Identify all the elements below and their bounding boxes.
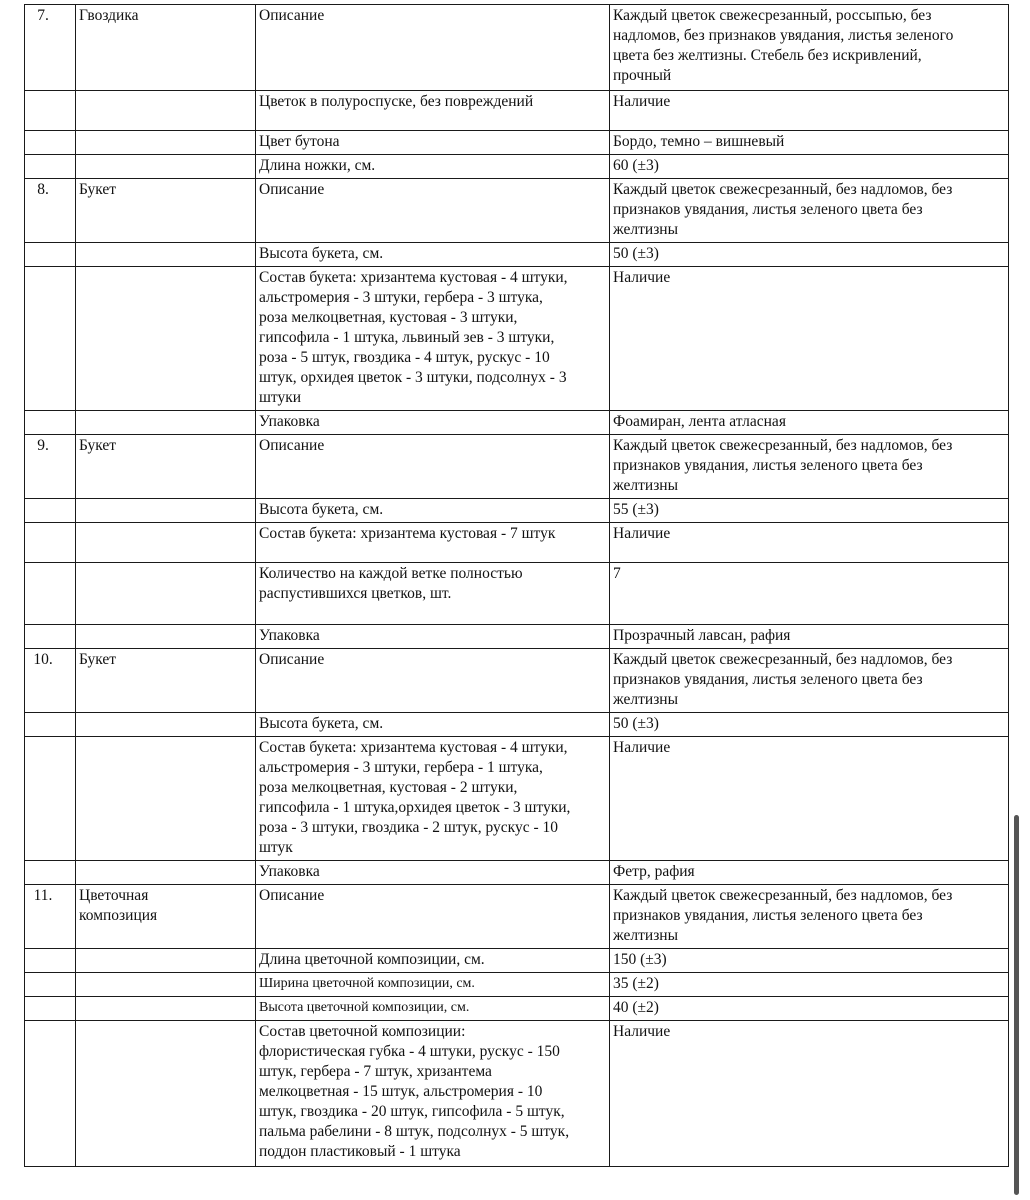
value-cell: Каждый цветок свежесрезанный, россыпью, без надломов, без признаков увядания, листья зеленого цвета без желтизны. Стебель без искривлений, прочный	[610, 5, 1009, 91]
empty-cell	[76, 713, 256, 737]
value-cell: 50 (±3)	[610, 243, 1009, 267]
empty-cell	[25, 997, 76, 1021]
empty-cell	[25, 243, 76, 267]
param-cell: Упаковка	[256, 625, 610, 649]
value-cell: Каждый цветок свежесрезанный, без надломов, без признаков увядания, листья зеленого цвета без желтизны	[610, 179, 1009, 243]
empty-cell	[25, 861, 76, 885]
param-cell: Цветок в полуроспуске, без повреждений	[256, 91, 610, 131]
empty-cell	[76, 411, 256, 435]
value-cell: 35 (±2)	[610, 973, 1009, 997]
item-number: 9.	[25, 435, 76, 499]
empty-cell	[25, 1021, 76, 1167]
value-cell: 7	[610, 563, 1009, 625]
table-row	[25, 885, 1009, 949]
table-row	[25, 131, 1009, 155]
empty-cell	[25, 155, 76, 179]
item-name: Букет	[76, 435, 256, 499]
value-cell: Бордо, темно – вишневый	[610, 131, 1009, 155]
param-cell: Описание	[256, 5, 610, 91]
value-cell: Прозрачный лавсан, рафия	[610, 625, 1009, 649]
table-row	[25, 411, 1009, 435]
table-row	[25, 713, 1009, 737]
param-cell: Упаковка	[256, 411, 610, 435]
value-cell: Каждый цветок свежесрезанный, без надломов, без признаков увядания, листья зеленого цвета без желтизны	[610, 885, 1009, 949]
empty-cell	[76, 523, 256, 563]
param-cell: Высота букета, см.	[256, 713, 610, 737]
empty-cell	[76, 973, 256, 997]
empty-cell	[76, 155, 256, 179]
table-row	[25, 563, 1009, 625]
param-cell: Количество на каждой ветке полностью распустившихся цветков, шт.	[256, 563, 610, 625]
value-cell: Наличие	[610, 267, 1009, 411]
value-cell: 40 (±2)	[610, 997, 1009, 1021]
table-row	[25, 243, 1009, 267]
param-cell: Упаковка	[256, 861, 610, 885]
specification-table	[24, 4, 1009, 1167]
item-number: 10.	[25, 649, 76, 713]
empty-cell	[76, 563, 256, 625]
item-name: Букет	[76, 649, 256, 713]
param-cell: Описание	[256, 435, 610, 499]
empty-cell	[76, 737, 256, 861]
empty-cell	[25, 499, 76, 523]
table-row	[25, 179, 1009, 243]
value-cell: Фоамиран, лента атласная	[610, 411, 1009, 435]
table-row	[25, 737, 1009, 861]
item-name: Букет	[76, 179, 256, 243]
value-cell: Наличие	[610, 91, 1009, 131]
value-cell: 60 (±3)	[610, 155, 1009, 179]
value-cell: Каждый цветок свежесрезанный, без надломов, без признаков увядания, листья зеленого цвета без желтизны	[610, 435, 1009, 499]
empty-cell	[25, 737, 76, 861]
param-cell: Длина цветочной композиции, см.	[256, 949, 610, 973]
item-name: Гвоздика	[76, 5, 256, 91]
empty-cell	[25, 267, 76, 411]
param-cell: Состав букета: хризантема кустовая - 4 штуки, альстромерия - 3 штуки, гербера - 3 штука, роза мелкоцветная, кустовая - 3 штуки, гипсофила - 1 штука, львиный зев - 3 штуки, роза - 5 штук, гвоздика - 4 штук, рускус - 10 штук, орхидея цветок - 3 штуки, подсолнух - 3 штуки	[256, 267, 610, 411]
empty-cell	[25, 563, 76, 625]
empty-cell	[76, 949, 256, 973]
empty-cell	[25, 949, 76, 973]
empty-cell	[76, 131, 256, 155]
item-number: 8.	[25, 179, 76, 243]
table-row	[25, 861, 1009, 885]
param-cell: Высота цветочной композиции, см.	[256, 997, 610, 1021]
empty-cell	[76, 267, 256, 411]
value-cell: Наличие	[610, 737, 1009, 861]
table-row	[25, 997, 1009, 1021]
param-cell: Состав букета: хризантема кустовая - 7 штук	[256, 523, 610, 563]
empty-cell	[76, 499, 256, 523]
item-name: Цветочная композиция	[76, 885, 256, 949]
empty-cell	[25, 625, 76, 649]
table-row	[25, 267, 1009, 411]
value-cell: 55 (±3)	[610, 499, 1009, 523]
empty-cell	[25, 91, 76, 131]
table-row	[25, 91, 1009, 131]
value-cell: Наличие	[610, 523, 1009, 563]
empty-cell	[76, 997, 256, 1021]
param-cell: Ширина цветочной композиции, см.	[256, 973, 610, 997]
param-cell: Описание	[256, 649, 610, 713]
empty-cell	[76, 91, 256, 131]
empty-cell	[76, 1021, 256, 1167]
param-cell: Высота букета, см.	[256, 499, 610, 523]
param-cell: Описание	[256, 179, 610, 243]
value-cell: Наличие	[610, 1021, 1009, 1167]
param-cell: Состав цветочной композиции: флористическая губка - 4 штуки, рускус - 150 штук, гербера - 7 штук, хризантема мелкоцветная - 15 штук, альстромерия - 10 штук, гвоздика - 20 штук, гипсофила - 5 штук, пальма рабелини - 8 штук, подсолнух - 5 штук, поддон пластиковый - 1 штука	[256, 1021, 610, 1167]
item-number: 11.	[25, 885, 76, 949]
value-cell: 150 (±3)	[610, 949, 1009, 973]
table-row	[25, 523, 1009, 563]
empty-cell	[76, 243, 256, 267]
empty-cell	[25, 131, 76, 155]
empty-cell	[25, 411, 76, 435]
empty-cell	[25, 973, 76, 997]
param-cell: Высота букета, см.	[256, 243, 610, 267]
item-number: 7.	[25, 5, 76, 91]
vertical-scrollbar[interactable]	[1014, 815, 1019, 1195]
table-row	[25, 973, 1009, 997]
empty-cell	[76, 861, 256, 885]
table-row	[25, 625, 1009, 649]
table-row	[25, 499, 1009, 523]
table-row	[25, 155, 1009, 179]
table-row	[25, 649, 1009, 713]
table-row	[25, 1021, 1009, 1167]
empty-cell	[25, 523, 76, 563]
table-row	[25, 435, 1009, 499]
table-row	[25, 5, 1009, 91]
empty-cell	[25, 713, 76, 737]
param-cell: Описание	[256, 885, 610, 949]
value-cell: 50 (±3)	[610, 713, 1009, 737]
param-cell: Цвет бутона	[256, 131, 610, 155]
param-cell: Состав букета: хризантема кустовая - 4 штуки, альстромерия - 3 штуки, гербера - 1 штука, роза мелкоцветная, кустовая - 2 штуки, гипсофила - 1 штука,орхидея цветок - 3 штуки, роза - 3 штуки, гвоздика - 2 штук, рускус - 10 штук	[256, 737, 610, 861]
empty-cell	[76, 625, 256, 649]
value-cell: Фетр, рафия	[610, 861, 1009, 885]
param-cell: Длина ножки, см.	[256, 155, 610, 179]
table-row	[25, 949, 1009, 973]
value-cell: Каждый цветок свежесрезанный, без надломов, без признаков увядания, листья зеленого цвета без желтизны	[610, 649, 1009, 713]
